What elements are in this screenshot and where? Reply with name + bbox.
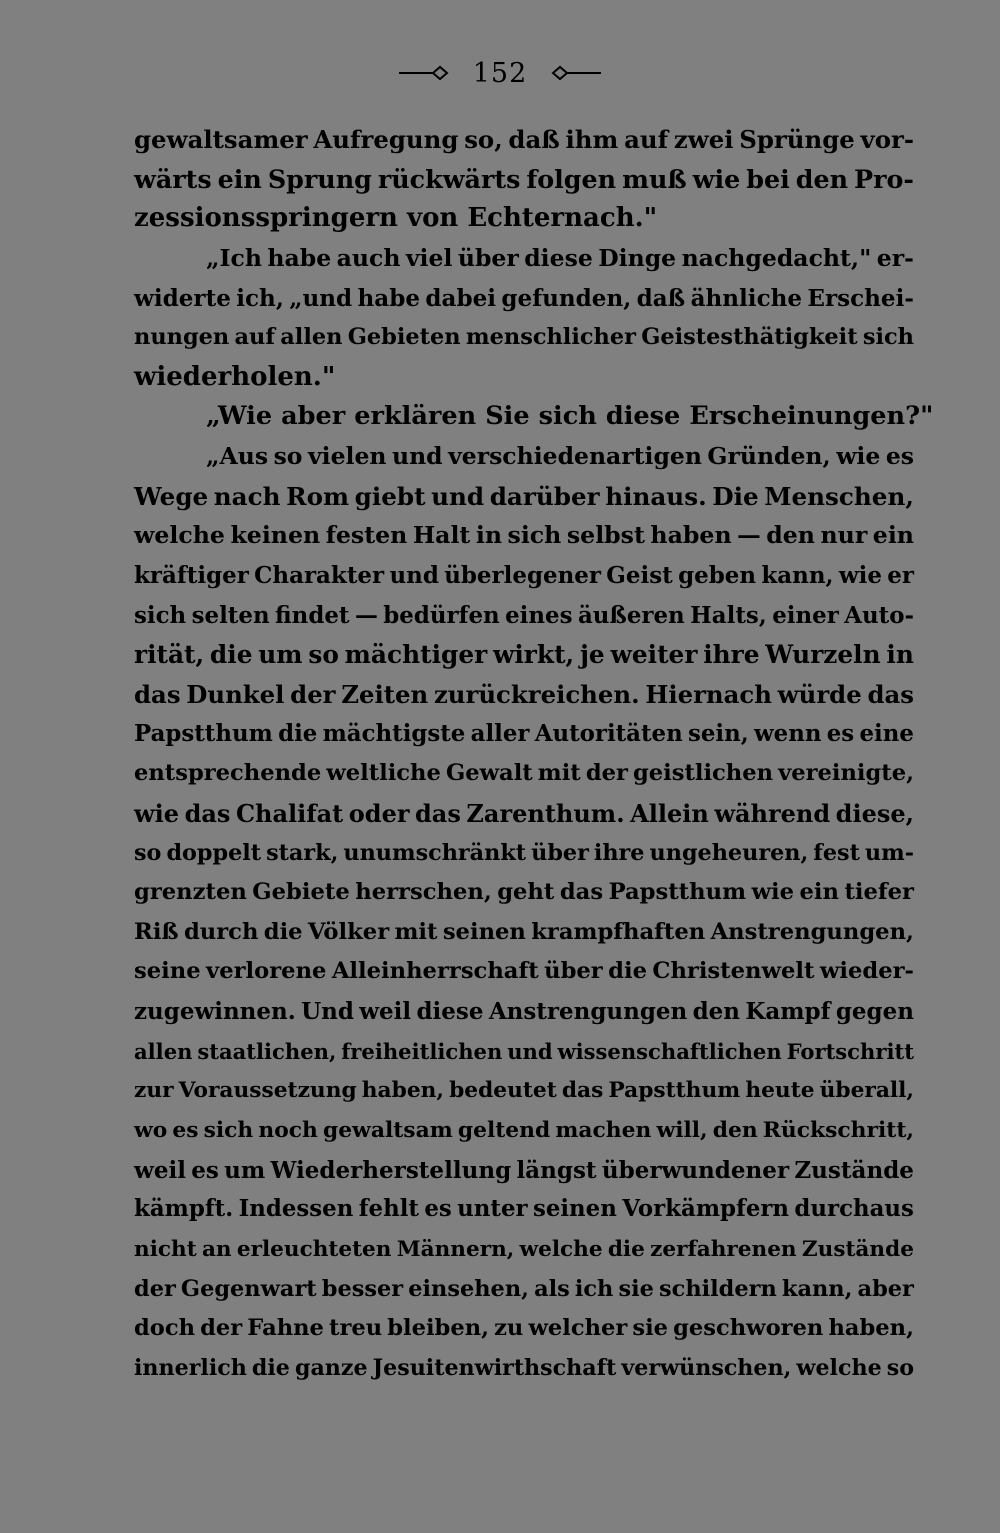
text-line: Papstthum die mächtigste aller Autoritäten sein, wenn es eine [134, 720, 914, 747]
text-line: widerte ich, „und habe dabei gefunden, daß ähnliche Erschei- [134, 284, 914, 312]
text-line: „Wie aber erklären Sie sich diese Erscheinungen?" [206, 401, 934, 432]
text-line: nicht an erleuchteten Männern, welche die zerfahrenen Zustände [134, 1236, 914, 1262]
text-line: entsprechende weltliche Gewalt mit der geistlichen vereinigte, [134, 760, 914, 787]
text-line: der Gegenwart besser einsehen, als ich sie schildern kann, aber [134, 1275, 914, 1302]
text-line: grenzten Gebiete herrschen, geht das Papstthum wie ein tiefer [134, 879, 914, 906]
text-line: seine verlorene Alleinherrschaft über die Christenwelt wieder- [134, 958, 914, 985]
text-line: wiederholen." [134, 361, 336, 392]
text-line: so doppelt stark, unumschränkt über ihre ungeheuren, fest um- [134, 839, 914, 866]
text-line: doch der Fahne treu bleiben, zu welcher sie geschworen haben, [134, 1315, 914, 1342]
text-line: welche keinen festen Halt in sich selbst haben — den nur ein [134, 521, 914, 550]
text-line: gewaltsamer Aufregung so, daß ihm auf zwei Sprünge vor- [134, 125, 914, 154]
page-number: 152 [472, 58, 528, 89]
text-line: Wege nach Rom giebt und darüber hinaus. Die Menschen, [134, 481, 914, 511]
text-line: wärts ein Sprung rückwärts folgen muß wie bei den Pro- [134, 163, 914, 194]
text-line: wie das Chalifat oder das Zarenthum. Allein während diese, [134, 798, 914, 828]
text-line: nungen auf allen Gebieten menschlicher Geistesthätigkeit sich [134, 324, 914, 351]
text-line: zur Voraussetzung haben, bedeutet das Papstthum heute überall, [134, 1078, 914, 1104]
text-line: zugewinnen. Und weil diese Anstrengungen den Kampf gegen [134, 998, 914, 1026]
right-ornament-icon [551, 59, 601, 90]
text-line: innerlich die ganze Jesuitenwirthschaft verwünschen, welche so [134, 1354, 914, 1381]
text-line: „Ich habe auch viel über diese Dinge nachgedacht," er- [206, 243, 914, 272]
left-ornament-icon [399, 59, 449, 90]
text-line: wo es sich noch gewaltsam geltend machen will, den Rückschritt, [134, 1118, 914, 1144]
body-text [134, 120, 934, 1389]
text-line: kämpft. Indessen fehlt es unter seinen Vorkämpfern durchaus [134, 1196, 914, 1223]
page-header [0, 58, 1000, 90]
text-line: sich selten findet — bedürfen eines äußeren Halts, einer Auto- [134, 601, 914, 629]
text-line: das Dunkel der Zeiten zurückreichen. Hiernach würde das [134, 679, 914, 709]
text-line: rität, die um so mächtiger wirkt, je weiter ihre Wurzeln in [134, 640, 914, 670]
text-line: Riß durch die Völker mit seinen krampfhaften Anstrengungen, [134, 918, 914, 945]
text-line: weil es um Wiederherstellung längst überwundener Zustände [134, 1156, 914, 1184]
text-line: allen staatlichen, freiheitlichen und wissenschaftlichen Fortschritt [134, 1038, 914, 1064]
text-line: „Aus so vielen und verschiedenartigen Gründen, wie es [206, 442, 914, 471]
text-line: kräftiger Charakter und überlegener Geist geben kann, wie er [134, 562, 914, 590]
text-line: zessionsspringern von Echternach." [134, 203, 658, 234]
